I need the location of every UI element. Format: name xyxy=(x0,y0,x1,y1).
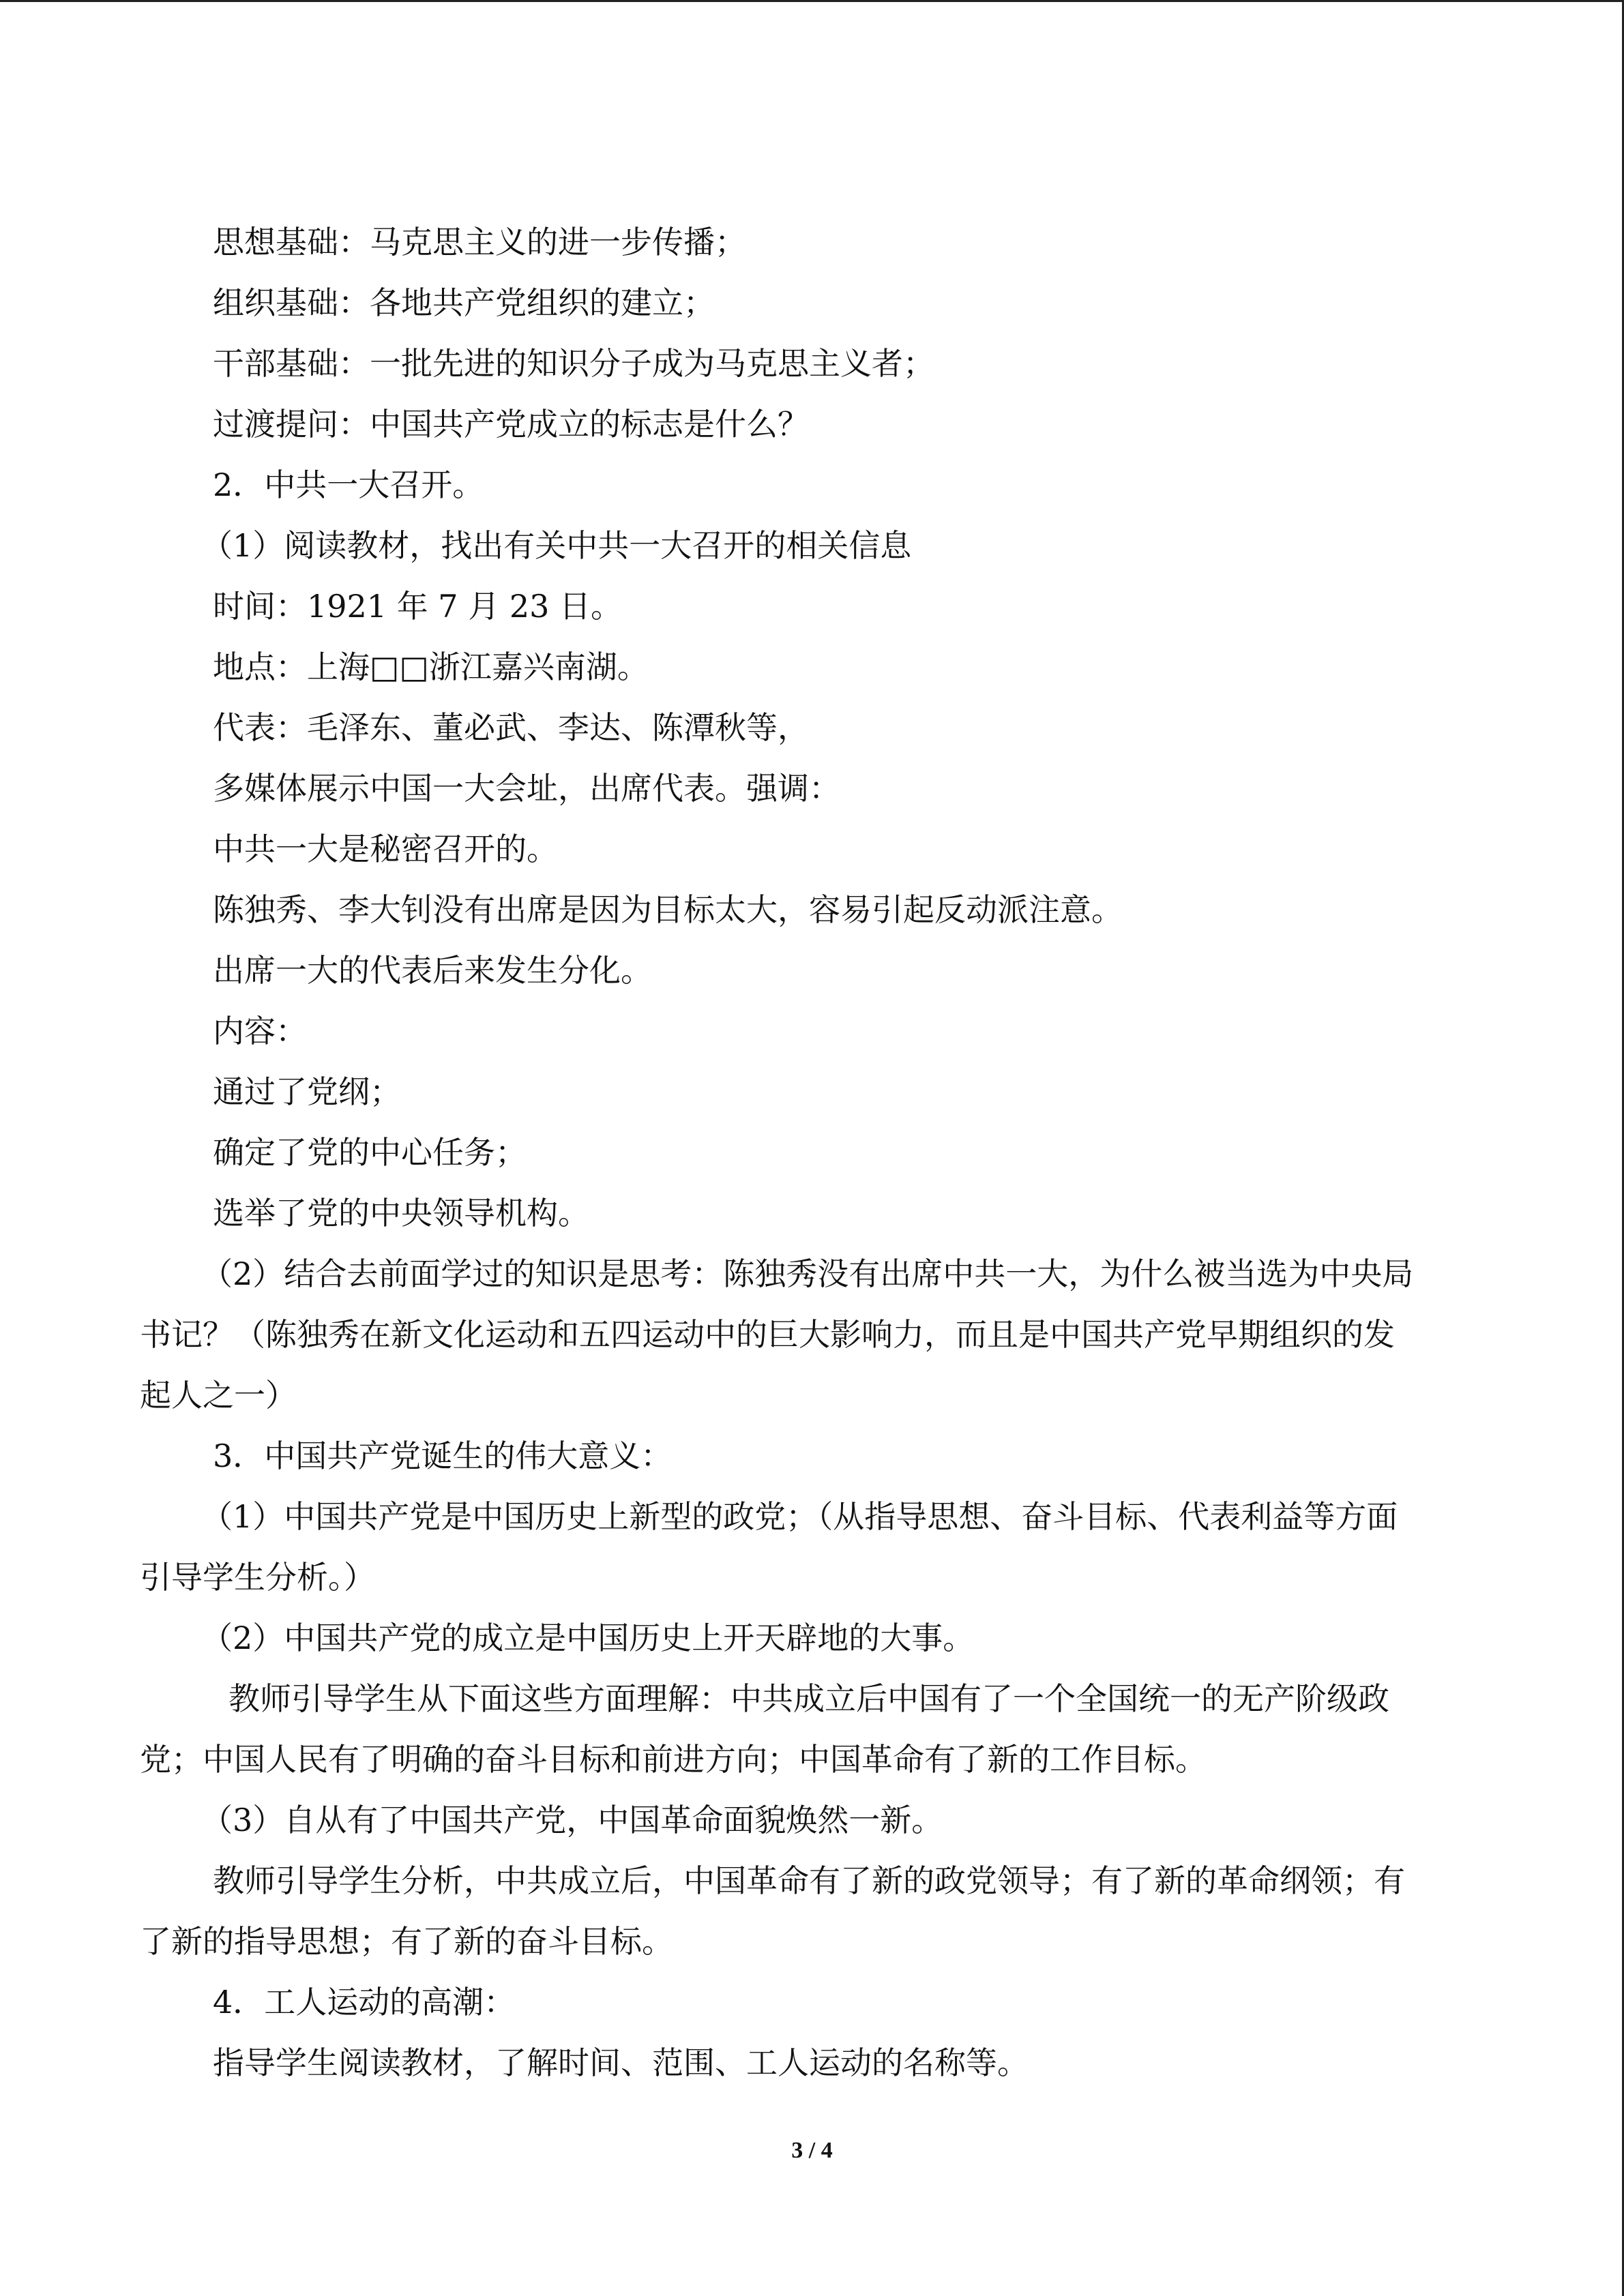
paragraph-line: 过渡提问：中国共产党成立的标志是什么？ xyxy=(213,406,809,443)
document-body xyxy=(140,212,1477,2093)
paragraph-line: 陈独秀、李大钊没有出席是因为目标太大，容易引起反动派注意。 xyxy=(213,891,1123,928)
paragraph-line: （1）中国共产党是中国历史上新型的政党；（从指导思想、奋斗目标、代表利益等方面 xyxy=(201,1498,1398,1535)
section-heading: 2．中共一大召开。 xyxy=(213,466,484,503)
paragraph-line: （3）自从有了中国共产党，中国革命面貌焕然一新。 xyxy=(201,1802,943,1838)
paragraph-line: 指导学生阅读教材，了解时间、范围、工人运动的名称等。 xyxy=(213,2044,1029,2081)
paragraph-line: 出席一大的代表后来发生分化。 xyxy=(213,952,652,989)
paragraph-line: 党；中国人民有了明确的奋斗目标和前进方向；中国革命有了新的工作目标。 xyxy=(140,1741,1207,1778)
paragraph-line: 地点：上海□□浙江嘉兴南湖。 xyxy=(213,648,649,685)
paragraph-line: 组织基础：各地共产党组织的建立； xyxy=(213,284,715,321)
paragraph-line: 代表：毛泽东、董必武、李达、陈潭秋等， xyxy=(213,709,809,746)
paragraph-line: （2）结合去前面学过的知识是思考：陈独秀没有出席中共一大，为什么被当选为中央局 xyxy=(201,1255,1414,1292)
paragraph-line: 引导学生分析。） xyxy=(140,1559,375,1596)
paragraph-line: 了新的指导思想；有了新的奋斗目标。 xyxy=(140,1923,673,1960)
paragraph-line: 教师引导学生从下面这些方面理解：中共成立后中国有了一个全国统一的无产阶级政 xyxy=(228,1680,1389,1717)
section-heading: 4．工人运动的高潮： xyxy=(213,1984,516,2021)
paragraph-line: 教师引导学生分析，中共成立后，中国革命有了新的政党领导；有了新的革命纲领；有 xyxy=(213,1862,1405,1899)
paragraph-line: 干部基础：一批先进的知识分子成为马克思主义者； xyxy=(213,345,934,382)
paragraph-line: 确定了党的中心任务； xyxy=(213,1134,527,1171)
page-number: 3 / 4 xyxy=(791,2138,833,2163)
paragraph-line: 时间：1921 年 7 月 23 日。 xyxy=(213,588,622,625)
paragraph-line: 中共一大是秘密召开的。 xyxy=(213,831,558,867)
paragraph-line: 选举了党的中央领导机构。 xyxy=(213,1195,589,1232)
paragraph-line: 内容： xyxy=(213,1013,307,1049)
paragraph-line: （1）阅读教材，找出有关中共一大召开的相关信息 xyxy=(201,527,912,564)
paragraph-line: 书记？（陈独秀在新文化运动和五四运动中的巨大影响力，而且是中国共产党早期组织的发 xyxy=(140,1316,1395,1353)
paragraph-line: 通过了党纲； xyxy=(213,1073,401,1110)
paragraph-line: 多媒体展示中国一大会址，出席代表。强调： xyxy=(213,770,840,807)
paragraph-line: 思想基础：马克思主义的进一步传播； xyxy=(213,224,746,260)
section-heading: 3．中国共产党诞生的伟大意义： xyxy=(213,1437,673,1474)
paragraph-line: 起人之一） xyxy=(140,1377,297,1414)
paragraph-line: （2）中国共产党的成立是中国历史上开天辟地的大事。 xyxy=(201,1620,975,1656)
